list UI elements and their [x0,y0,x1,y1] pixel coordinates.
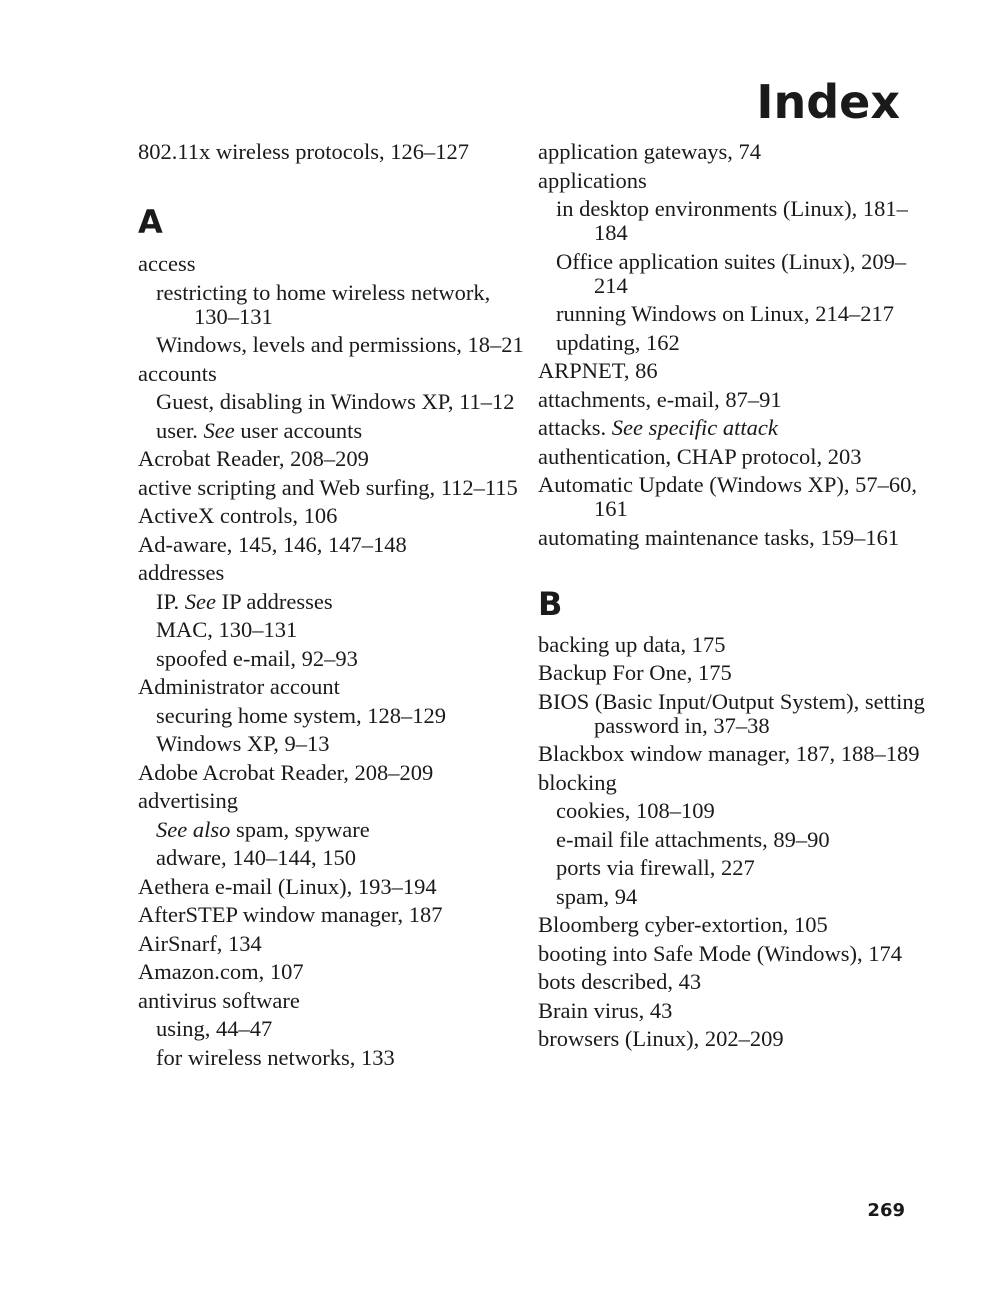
index-subentry: running Windows on Linux, 214–217 [556,301,895,326]
index-subentry [138,818,538,842]
index-entry: ARPNET, 86 [538,358,658,383]
index-entry: AfterSTEP window manager, 187 [138,902,443,927]
index-entry: Adobe Acrobat Reader, 208–209 [138,759,434,785]
index-subentry: e-mail file attachments, 89–90 [556,826,830,852]
index-entry: authentication, CHAP protocol, 203 [538,443,862,469]
index-entry: Acrobat Reader, 208–209 [138,446,369,471]
index-entry: attachments, e-mail, 87–91 [538,386,782,412]
index-subentry: using, 44–47 [156,1016,273,1041]
index-entry: blocking [538,769,617,795]
index-entry: Aethera e-mail (Linux), 193–194 [138,873,437,899]
page-title: Index [756,75,900,129]
index-entry: active scripting and Web surfing, 112–115 [138,474,518,500]
index-subentry: ports via firewall, 227 [556,855,755,880]
index-subentry: cookies, 108–109 [556,798,715,823]
entry-text: IP. [156,588,185,614]
index-entry: AirSnarf, 134 [138,930,262,956]
index-entry: Blackbox window manager, 187, 188–189 [538,741,920,766]
entry-text: user. [156,417,204,443]
entry-text: IP addresses [216,588,333,614]
index-entry: Bloomberg cyber-extortion, 105 [538,912,828,937]
index-entry: antivirus software [138,987,300,1013]
index-entry: access [138,251,196,276]
index-entry [538,416,938,440]
index-entry: automating maintenance tasks, 159–161 [538,524,900,550]
see-reference: See specific attack [611,415,778,440]
index-subentry: adware, 140–144, 150 [156,845,356,870]
index-subentry: restricting to home wireless network, 130–131 [156,279,491,329]
index-entry: Amazon.com, 107 [138,959,304,984]
index-subentry: securing home system, 128–129 [156,702,446,728]
index-entry: BIOS (Basic Input/Output System), setting password in, 37–38 [538,688,925,738]
entry-text: user accounts [234,417,363,443]
index-entry: browsers (Linux), 202–209 [538,1026,784,1051]
index-subentry: for wireless networks, 133 [156,1044,395,1070]
index-entry: application gateways, 74 [538,139,762,164]
index-entry: bots described, 43 [538,969,702,994]
index-entry: Automatic Update (Windows XP), 57–60, 161 [538,472,918,521]
index-subentry: Guest, disabling in Windows XP, 11–12 [156,389,515,414]
index-entry: Administrator account [138,674,340,699]
index-subentry [138,590,538,614]
section-letter: A [138,203,163,241]
see-reference: See also [156,816,231,842]
entry-text: spam, spyware [230,816,370,842]
index-entry: booting into Safe Mode (Windows), 174 [538,940,903,966]
index-subentry: in desktop environments (Linux), 181–184 [556,196,908,245]
index-subentry: Windows, levels and permissions, 18–21 [156,332,524,357]
entry-text: attacks. [538,415,612,440]
index-subentry: MAC, 130–131 [156,617,298,642]
index-entry: accounts [138,360,217,386]
page-number: 269 [867,1200,905,1221]
index-column-left [138,140,538,1074]
index-entry: Ad-aware, 145, 146, 147–148 [138,531,407,557]
index-entry: Backup For One, 175 [538,660,732,685]
index-entry: applications [538,167,647,193]
index-entry: backing up data, 175 [538,631,726,657]
index-subentry: updating, 162 [556,329,680,355]
see-reference: See [203,417,235,443]
section-letter: B [538,584,563,623]
index-subentry: Windows XP, 9–13 [156,731,330,756]
index-entry: advertising [138,788,238,813]
index-entry: ActiveX controls, 106 [138,503,338,528]
see-reference: See [184,588,216,614]
index-subentry: spam, 94 [556,883,638,909]
index-subentry: Office application suites (Linux), 209–214 [556,248,907,298]
index-entry: addresses [138,560,225,585]
index-subentry [138,419,538,443]
index-column-right [538,140,938,1056]
index-entry: Brain virus, 43 [538,997,673,1023]
index-subentry: spoofed e-mail, 92–93 [156,645,358,671]
index-entry: 802.11x wireless protocols, 126–127 [138,139,470,164]
